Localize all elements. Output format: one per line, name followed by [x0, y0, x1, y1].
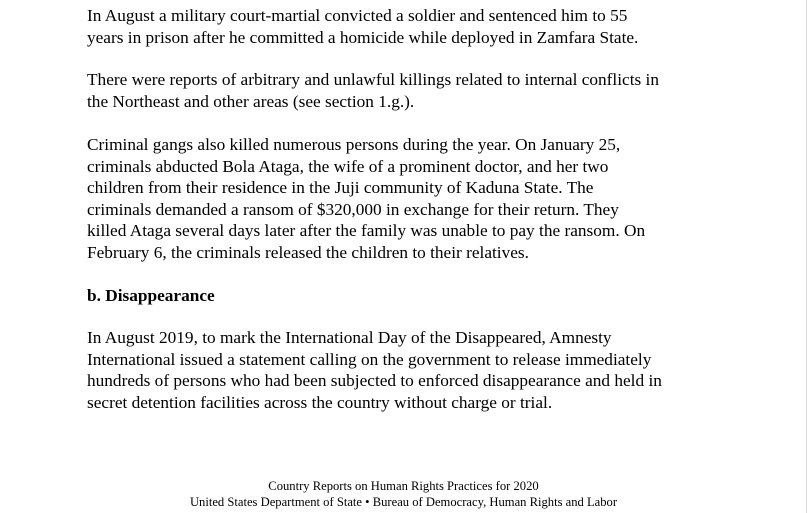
text-line: hundreds of persons who had been subjected to enforced disappearance and held in [87, 371, 662, 390]
text-line: February 6, the criminals released the children to their relatives. [87, 242, 529, 262]
text-line: In August 2019, to mark the International Day of the Disappeared, Amnesty [87, 328, 612, 347]
text-line: children from their residence in the Juji community of Kaduna State. The [87, 178, 594, 197]
text-line: years in prison after he committed a homicide while deployed in Zamfara State. [87, 27, 639, 47]
text-line: There were reports of arbitrary and unlawful killings related to internal conflicts in [87, 70, 659, 89]
text-line: secret detention facilities across the country without charge or trial. [87, 392, 553, 412]
text-line: Criminal gangs also killed numerous persons during the year. On January 25, [87, 135, 621, 154]
text-line: In August a military court-martial convicted a soldier and sentenced him to 55 [87, 6, 628, 25]
text-line: the Northeast and other areas (see section 1.g.). [87, 91, 415, 111]
page-footer [0, 479, 807, 510]
text-line: criminals abducted Bola Ataga, the wife of a prominent doctor, and her two [87, 156, 609, 176]
paragraph-internal-conflicts [87, 69, 659, 112]
paragraph-criminal-gangs [87, 134, 645, 263]
footer-department: United States Department of State • Bureau of Democracy, Human Rights and Labor [189, 494, 618, 509]
text-line: International issued a statement calling on the government to release immediately [87, 349, 652, 369]
text-line: killed Ataga several days later after the family was unable to pay the ransom. On [87, 221, 646, 240]
paragraph-court-martial [87, 5, 638, 48]
section-heading-disappearance: b. Disappearance [87, 286, 215, 305]
footer-report-title: Country Reports on Human Rights Practices for 2020 [268, 479, 539, 493]
text-line: criminals demanded a ransom of $320,000 in exchange for their return. They [87, 199, 619, 219]
paragraph-disappearance [87, 327, 662, 413]
